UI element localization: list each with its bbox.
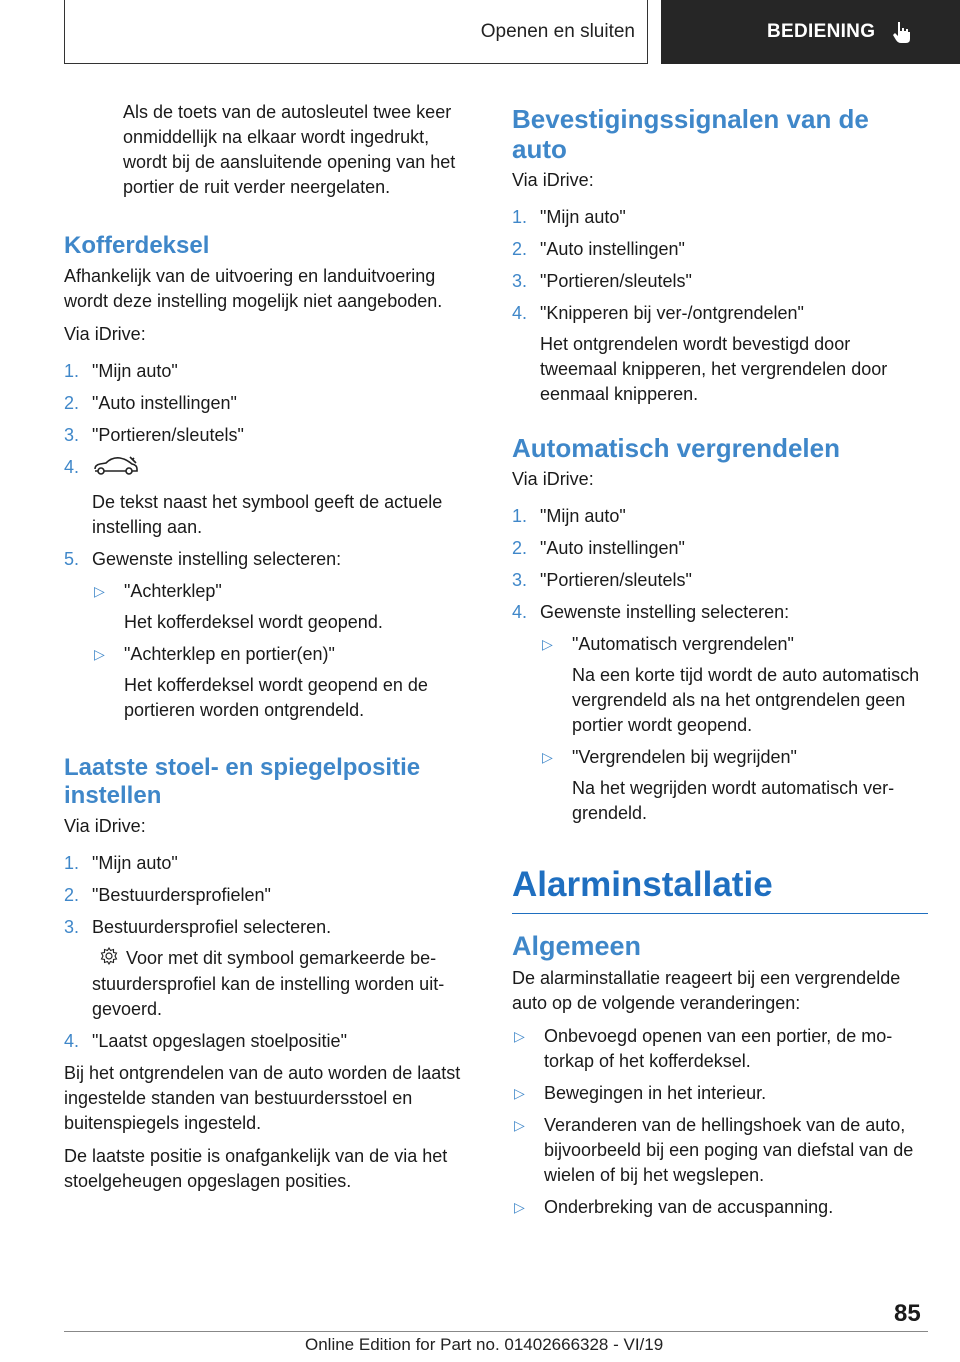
- list-item: [64, 391, 476, 416]
- heading-algemeen: Algemeen: [512, 931, 642, 961]
- list-item: [64, 851, 476, 876]
- step-text: "Auto instellingen": [540, 239, 685, 259]
- list-item: [512, 504, 928, 529]
- option-desc: Na het wegrijden wordt automatisch vergrendeld.: [572, 778, 895, 823]
- step-text: "Mijn auto": [540, 506, 626, 526]
- step-text: "Portieren/sleutels": [540, 271, 692, 291]
- stoel-para2: De laatste positie is onafgankelijk van de via het stoelgeheugen opgeslagen posities.: [64, 1145, 448, 1191]
- kofferdeksel-desc: Afhankelijk van de uitvoering en landuitvoering wordt deze instelling mogelijk niet aangeboden.: [64, 266, 443, 311]
- step-number: 4.: [64, 457, 80, 477]
- heading-kofferdeksel: Kofferdeksel: [64, 232, 210, 259]
- step-text: "Auto instellingen": [540, 538, 685, 558]
- list-item: [512, 1081, 928, 1106]
- step-text: "Portieren/sleutels": [92, 425, 244, 445]
- step-text: [92, 455, 476, 540]
- step-number: 4.: [512, 602, 528, 622]
- step-number: 1.: [512, 207, 528, 227]
- list-item: [64, 455, 476, 540]
- heading-bevestiging: Bevestigingssignalen van de auto: [512, 104, 869, 164]
- option-label: "Achterklep en portier(en)": [124, 644, 335, 664]
- list-item: [512, 269, 928, 294]
- option-label: "Automatisch vergrendelen": [572, 634, 794, 654]
- step-text: [540, 301, 928, 407]
- triangle-bullet-icon: ▷: [94, 583, 105, 599]
- step-text: [92, 915, 476, 1022]
- option-text: [572, 745, 928, 826]
- step-number: 5.: [64, 549, 80, 569]
- list-item: [64, 547, 476, 730]
- step-text-main: "Knipperen bij ver-/ontgrendelen": [540, 303, 804, 323]
- list-item: [512, 1113, 928, 1188]
- option-desc: Het kofferdeksel wordt geopend.: [124, 612, 383, 632]
- option-item: [540, 632, 928, 738]
- step-number: 1.: [64, 853, 80, 873]
- list-item: [64, 915, 476, 1022]
- triangle-bullet-icon: ▷: [542, 636, 553, 652]
- list-item: [512, 301, 928, 407]
- step-text: "Bestuurdersprofielen": [92, 885, 271, 905]
- heading-alarminstallatie: Alarminstallatie: [512, 865, 773, 904]
- page-header: [0, 0, 960, 66]
- bullet-text: Bewegingen in het interieur.: [544, 1083, 767, 1103]
- triangle-bullet-icon: ▷: [514, 1199, 525, 1215]
- stoel-steps: [64, 851, 476, 1054]
- heading-stoel: Laatste stoel- en spiegelpositie instellen: [64, 754, 421, 809]
- step-number: 3.: [64, 425, 80, 445]
- step-subtext-text: Voor met dit symbool gemarkeerde bestuurdersprofiel kan de instelling worden uitgevoerd.: [92, 948, 445, 1019]
- option-desc: Het kofferdeksel wordt geopend en de portieren worden ontgrendeld.: [124, 675, 428, 720]
- step-text: [540, 600, 928, 833]
- triangle-bullet-icon: ▷: [94, 646, 105, 662]
- option-label: "Vergrendelen bij wegrijden": [572, 747, 797, 767]
- option-text: [124, 642, 476, 723]
- section-title: [64, 0, 648, 64]
- option-item: [540, 745, 928, 826]
- option-label: "Achterklep": [124, 581, 222, 601]
- section-title-text: Openen en sluiten: [480, 20, 635, 42]
- step-number: 2.: [512, 538, 528, 558]
- option-desc: Na een korte tijd wordt de auto automatisch vergrendeld als na het ontgrendelen geen portier wordt geopend.: [572, 665, 920, 735]
- right-column: [512, 104, 928, 1227]
- list-item: [512, 600, 928, 833]
- step-text: "Auto instellingen": [92, 393, 237, 413]
- bullet-text: Veranderen van de hellingshoek van de auto, bijvoorbeeld bij een poging van diefstal van de wielen of bij het wegslepen.: [544, 1115, 914, 1185]
- triangle-bullet-icon: ▷: [514, 1085, 525, 1101]
- list-item: [64, 423, 476, 448]
- step-number: 1.: [512, 506, 528, 526]
- step-number: 1.: [64, 361, 80, 381]
- option-item: [92, 579, 476, 635]
- list-item: [512, 1024, 928, 1074]
- option-item: [92, 642, 476, 723]
- stoel-via: Via iDrive:: [64, 816, 146, 836]
- kofferdeksel-via: Via iDrive:: [64, 324, 146, 344]
- step-subtext: Het ontgrendelen wordt bevestigd door tweemaal knipperen, het vergrendelen door eenmaal knipperen.: [540, 334, 888, 404]
- page-number: 85: [894, 1300, 921, 1327]
- step-text: [92, 547, 476, 730]
- list-item: [64, 359, 476, 384]
- step-subtext: De tekst naast het symbool geeft de actuele instelling aan.: [92, 492, 443, 537]
- bevestiging-via: Via iDrive:: [512, 170, 594, 190]
- left-column: [64, 100, 476, 1202]
- stoel-para1: Bij het ontgrendelen van de auto worden de laatst ingestelde standen van bestuurdersstoel en buitenspiegels ingesteld.: [64, 1062, 461, 1133]
- bullet-text: Onderbreking van de accuspanning.: [544, 1197, 834, 1217]
- step-number: 4.: [64, 1030, 80, 1051]
- step-text: "Portieren/sleutels": [540, 570, 692, 590]
- step-number: 2.: [64, 393, 80, 413]
- step-number: 3.: [64, 917, 80, 937]
- option-text: [572, 632, 928, 738]
- car-icon: [92, 455, 140, 484]
- triangle-bullet-icon: ▷: [514, 1028, 525, 1044]
- chapter-title: BEDIENING: [767, 21, 876, 42]
- step-text-main: Gewenste instelling selecteren:: [92, 549, 342, 569]
- step-text: "Mijn auto": [92, 853, 178, 873]
- triangle-bullet-icon: ▷: [542, 749, 553, 765]
- step-subtext: [92, 946, 476, 1022]
- alarm-desc: De alarminstallatie reageert bij een vergrendelde auto op de volgende veranderingen:: [512, 968, 901, 1013]
- step-text-main: Bestuurdersprofiel selecteren.: [92, 917, 332, 937]
- bevestiging-steps: [512, 205, 928, 407]
- list-item: [64, 883, 476, 908]
- step-text: "Mijn auto": [92, 361, 178, 381]
- option-text: [124, 579, 476, 635]
- step-number: 3.: [512, 271, 528, 291]
- step-number: 4.: [512, 303, 528, 323]
- edition-text: Online Edition for Part no. 01402666328 - VI/19: [305, 1335, 664, 1354]
- list-item: [512, 1195, 928, 1220]
- kofferdeksel-steps: [64, 359, 476, 730]
- chapter-tab: [661, 0, 960, 64]
- intro-paragraph: Als de toets van de autosleutel twee keer onmiddellijk na elkaar wordt ingedrukt, wordt bij de aansluitende opening van het portier de ruit verder neergelaten.: [123, 102, 456, 197]
- auto-vergrendelen-steps: [512, 504, 928, 833]
- step-text: "Laatst opgeslagen stoelpositie": [92, 1030, 347, 1051]
- triangle-bullet-icon: ▷: [514, 1117, 525, 1133]
- list-item: [64, 1029, 476, 1054]
- step-number: 2.: [512, 239, 528, 259]
- step-number: 3.: [512, 570, 528, 590]
- heading-auto-vergrendelen: Automatisch vergrendelen: [512, 433, 840, 463]
- gear-icon: [100, 947, 118, 972]
- footer-rule: [64, 1331, 928, 1332]
- alarm-bullets: [512, 1024, 928, 1220]
- list-item: [512, 237, 928, 262]
- auto-vergrendelen-via: Via iDrive:: [512, 469, 594, 489]
- pointing-hand-icon: [889, 19, 915, 45]
- step-text: "Mijn auto": [540, 207, 626, 227]
- heading-rule: [512, 913, 928, 914]
- list-item: [512, 205, 928, 230]
- step-number: 2.: [64, 885, 80, 905]
- step-text-main: Gewenste instelling selecteren:: [540, 602, 790, 622]
- list-item: [512, 536, 928, 561]
- list-item: [512, 568, 928, 593]
- bullet-text: Onbevoegd openen van een portier, de motorkap of het kofferdeksel.: [544, 1026, 893, 1071]
